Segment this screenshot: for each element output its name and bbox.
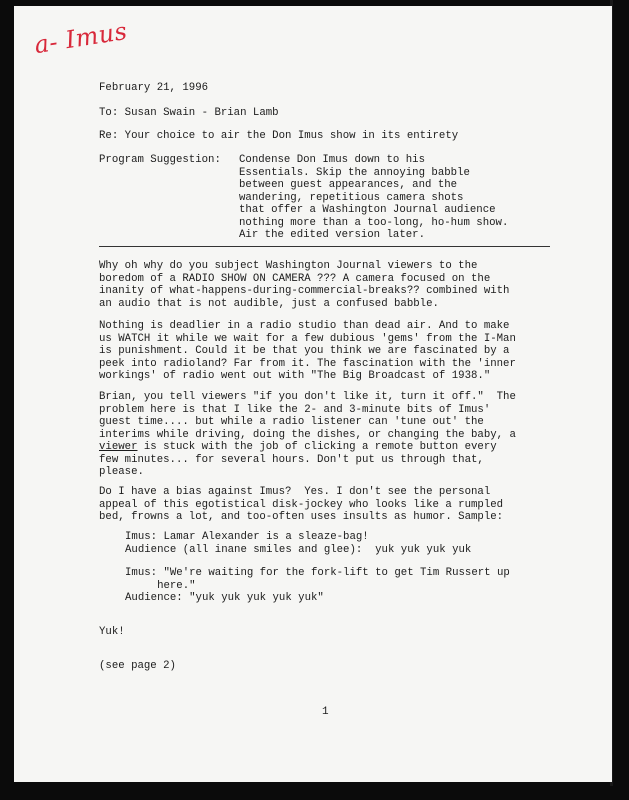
- body-line: peek into radioland? Far from it. The fascination with the 'inner: [99, 357, 516, 370]
- body-line: inanity of what-happens-during-commercial-breaks?? combined with: [99, 285, 510, 297]
- sample-line: Imus: "We're waiting for the fork-lift to get Tim Russert up: [125, 567, 510, 579]
- body-line: problem here is that I like the 2- and 3-minute bits of Imus': [99, 403, 491, 416]
- body-line: Nothing is deadlier in a radio studio than dead air. And to make: [99, 320, 510, 332]
- body-line: please.: [99, 466, 144, 478]
- sample-line: here.": [125, 579, 196, 592]
- closing-remark: Yuk!: [99, 626, 125, 638]
- letter-recipients: To: Susan Swain - Brian Lamb: [99, 107, 279, 119]
- sample-line: Audience (all inane smiles and glee): yuk yuk yuk yuk: [125, 543, 472, 556]
- suggestion-line: wandering, repetitious camera shots: [239, 191, 464, 204]
- body-line-underlined: [99, 441, 497, 453]
- underlined-word: viewer: [99, 441, 138, 453]
- letter-date: February 21, 1996: [99, 82, 209, 94]
- body-line: interims while driving, doing the dishes, or changing the baby, a: [99, 428, 516, 441]
- paragraph-3: [99, 391, 516, 479]
- paragraph-4: [99, 486, 503, 524]
- letter-subject: Re: Your choice to air the Don Imus show in its entirety: [99, 130, 459, 142]
- sample-2: [125, 567, 510, 605]
- sample-line: Audience: "yuk yuk yuk yuk yuk": [125, 592, 324, 604]
- body-line: us WATCH it while we wait for a few dubious 'gems' from the I-Man: [99, 332, 516, 345]
- suggestion-line: Condense Don Imus down to his: [239, 154, 425, 166]
- body-line: few minutes... for several hours. Don't put us through that,: [99, 453, 484, 466]
- body-line: appeal of this egotistical disk-jockey who looks like a rumpled: [99, 498, 504, 511]
- body-line: Do I have a bias against Imus? Yes. I don't see the personal: [99, 486, 491, 498]
- body-line: Brian, you tell viewers "if you don't like it, turn it off." The: [99, 391, 516, 403]
- body-line: guest time.... but while a radio listener can 'tune out' the: [99, 416, 484, 428]
- sample-line: Imus: Lamar Alexander is a sleaze-bag!: [125, 531, 369, 543]
- suggestion-line: Essentials. Skip the annoying babble: [239, 166, 470, 179]
- suggestion-line: Air the edited version later.: [239, 229, 425, 241]
- body-line: bed, frowns a lot, and too-often uses insults as humor. Sample:: [99, 511, 504, 523]
- body-line: an audio that is not audible, just a confused babble.: [99, 297, 439, 310]
- handwritten-annotation: a- Imus: [32, 16, 130, 60]
- page-number: 1: [322, 706, 329, 718]
- suggestion-line: that offer a Washington Journal audience: [239, 204, 496, 216]
- suggestion-line: between guest appearances, and the: [239, 179, 458, 191]
- body-line: workings' of radio went out with "The Big Broadcast of 1938.": [99, 370, 491, 382]
- suggestion-line: nothing more than a too-long, ho-hum show.: [239, 216, 509, 229]
- body-line: is punishment. Could it be that you think we are fascinated by a: [99, 345, 510, 357]
- sample-1: [125, 531, 471, 556]
- paragraph-1: [99, 260, 509, 310]
- body-line: boredom of a RADIO SHOW ON CAMERA ??? A camera focused on the: [99, 272, 491, 285]
- body-line: Why oh why do you subject Washington Journal viewers to the: [99, 260, 478, 272]
- suggestion-label: Program Suggestion:: [99, 154, 221, 166]
- paragraph-2: [99, 320, 516, 383]
- suggestion-text: [239, 154, 508, 242]
- divider-rule: [99, 246, 550, 247]
- body-line-rest: is stuck with the job of clicking a remote button every: [137, 441, 497, 453]
- continued-note: (see page 2): [99, 660, 176, 672]
